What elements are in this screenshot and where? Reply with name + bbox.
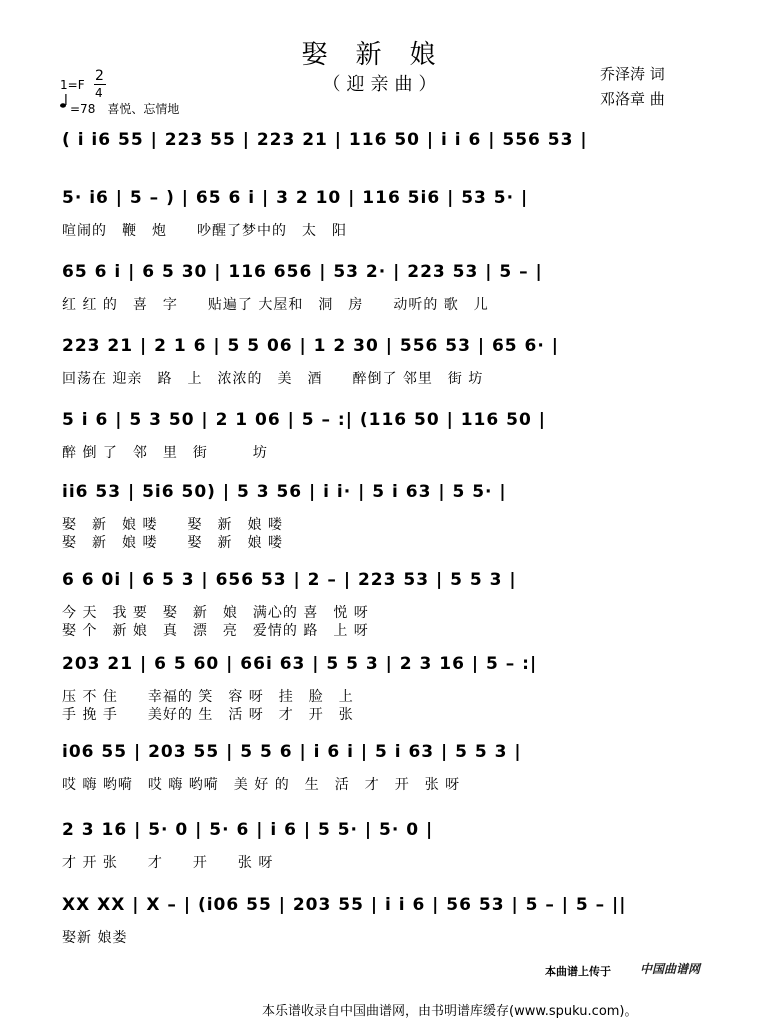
lyric-line: 今 天 我 要 娶 新 娘 满心的 喜 悦 呀	[62, 605, 369, 621]
page-title: 娶新娘	[301, 40, 464, 70]
lyric-line: 红 红 的 喜 字 贴遍了 大屋和 洞 房 动听的 歌 儿	[62, 297, 489, 313]
tempo-marking: =78 喜悦、忘情地	[70, 102, 180, 116]
lyric-line: 回荡在 迎亲 路 上 浓浓的 美 酒 醉倒了 邻里 街 坊	[62, 371, 484, 387]
lyric-line: 娶新 娘娄	[62, 930, 128, 946]
lyric-line: 喧闹的 鞭 炮 吵醒了梦中的 太 阳	[62, 223, 347, 239]
notation-line: 223 21 | 2 1 6 | 5 5 06 | 1 2 30 | 556 53 | 65 6· |	[62, 336, 559, 356]
notation-line: XX XX | X – | (i06 55 | 203 55 | i i 6 | 56 53 | 5 – | 5 – ||	[62, 895, 627, 915]
notation-line: 65 6 i | 6 5 30 | 116 656 | 53 2· | 223 53 | 5 – |	[62, 262, 543, 282]
time-signature-bottom: 4	[95, 86, 103, 100]
notation-line: i06 55 | 203 55 | 5 5 6 | i 6 i | 5 i 63 | 5 5 3 |	[62, 742, 522, 762]
lyric-line: 才 开 张 才 开 张 呀	[62, 855, 274, 871]
notation-line: 2 3 16 | 5· 0 | 5· 6 | i 6 | 5 5· | 5· 0 |	[62, 820, 434, 840]
key-signature: 1=F	[60, 78, 85, 92]
time-signature-divider	[94, 84, 106, 85]
lyric-line: 压 不 住 幸福的 笑 容 呀 挂 脸 上	[62, 689, 354, 705]
upload-label: 本曲谱上传于	[545, 965, 611, 978]
lyric-line: 哎 嗨 哟嗬 哎 嗨 哟嗬 美 好 的 生 活 才 开 张 呀	[62, 777, 461, 793]
quarter-note-icon	[60, 94, 68, 108]
notation-line: ( i i6 55 | 223 55 | 223 21 | 116 50 | i i 6 | 556 53 |	[62, 130, 588, 150]
site-logo: 中国曲谱网	[640, 962, 701, 976]
composer: 邓洛章 曲	[600, 90, 665, 108]
notation-line: 203 21 | 6 5 60 | 66i 63 | 5 5 3 | 2 3 16 | 5 – :|	[62, 654, 538, 674]
notation-line: 5 i 6 | 5 3 50 | 2 1 06 | 5 – :| (116 50 | 116 50 |	[62, 410, 546, 430]
footer-note: 本乐谱收录自中国曲谱网，由书明谱库缓存(www.spuku.com)。	[262, 1004, 638, 1019]
lyric-line: 手 挽 手 美好的 生 活 呀 才 开 张	[62, 707, 354, 723]
lyric-line: 醉 倒 了 邻 里 街 坊	[62, 445, 268, 461]
lyricist: 乔泽涛 词	[600, 65, 665, 83]
time-signature-top: 2	[95, 68, 104, 84]
subtitle: （迎亲曲）	[322, 74, 443, 95]
lyric-line: 娶 新 娘 喽 娶 新 娘 喽	[62, 535, 283, 551]
lyric-line: 娶 新 娘 喽 娶 新 娘 喽	[62, 517, 283, 533]
notation-line: ii6 53 | 5i6 50) | 5 3 56 | i i· | 5 i 63 | 5 5· |	[62, 482, 507, 502]
notation-line: 6 6 0i | 6 5 3 | 656 53 | 2 – | 223 53 | 5 5 3 |	[62, 570, 517, 590]
lyric-line: 娶 个 新 娘 真 漂 亮 爱情的 路 上 呀	[62, 623, 369, 639]
notation-line: 5· i6 | 5 – ) | 65 6 i | 3 2 10 | 116 5i6 | 53 5· |	[62, 188, 529, 208]
